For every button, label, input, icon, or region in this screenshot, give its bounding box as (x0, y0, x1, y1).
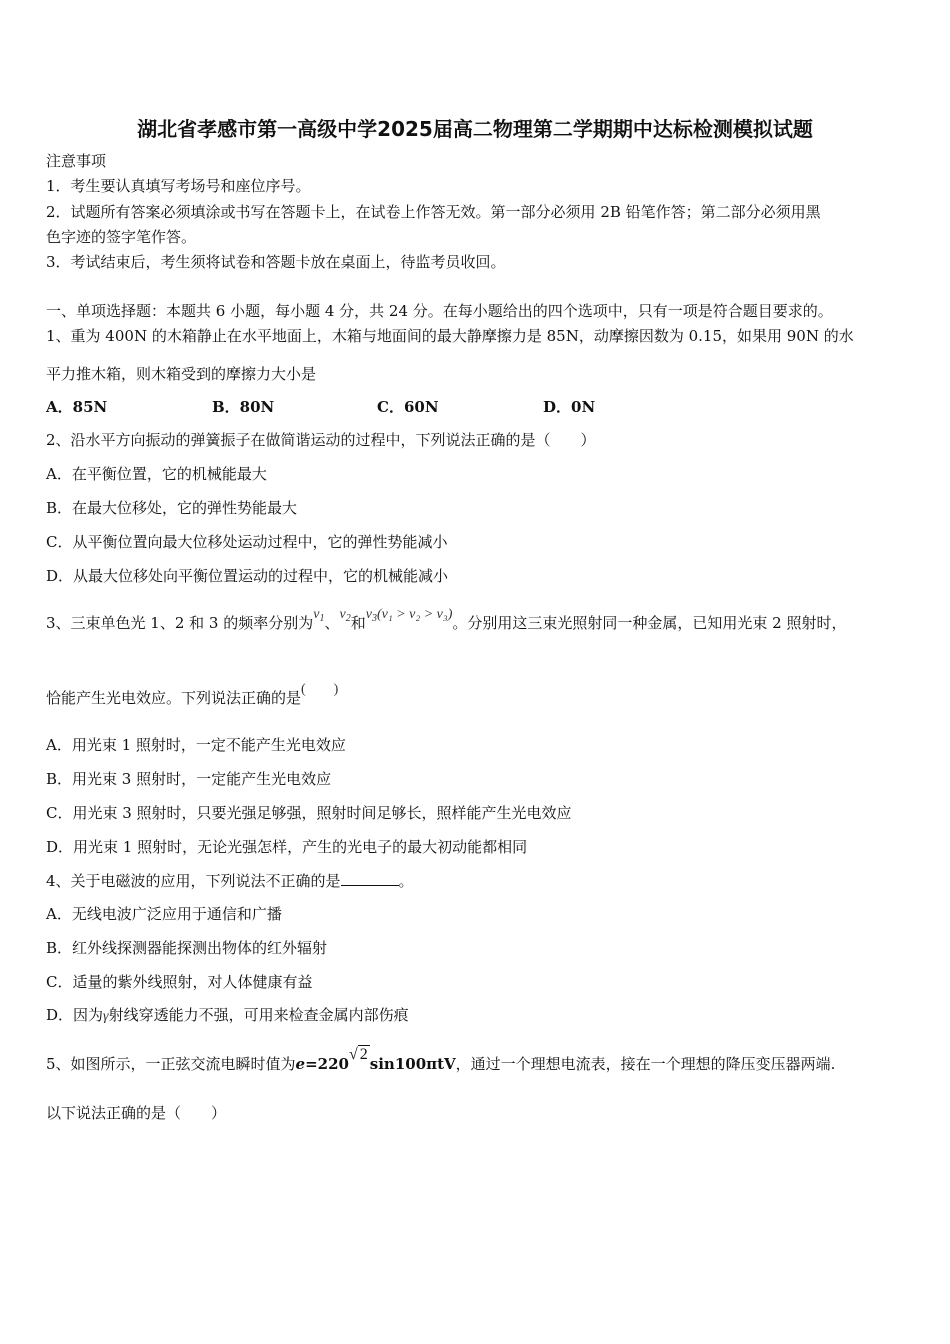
q3-stem-line2-text: 恰能产生光电效应。下列说法正确的是 (46, 689, 302, 707)
q3-symbol-v3: $v_3$ (365, 607, 377, 624)
notice-heading: 注意事项 (46, 152, 107, 170)
page-title: 湖北省孝感市第一高级中学2025届高二物理第二学期期中达标检测模拟试题 (137, 117, 813, 141)
q2-option-a: A．在平衡位置，它的机械能最大 (46, 465, 267, 483)
q4-option-b: B．红外线探测器能探测出物体的红外辐射 (46, 939, 328, 957)
notice-item-2: 2．试题所有答案必须填涂或书写在答题卡上，在试卷上作答无效。第一部分必须用 2B 铅笔作答；第二部分必须用黑 (46, 203, 821, 221)
q1-option-b: B．80N (212, 398, 275, 416)
q5-sqrt-symbol: √ 2 (348, 1046, 368, 1063)
q1-stem-line1: 1、重为 400N 的木箱静止在水平地面上，木箱与地面间的最大静摩擦力是 85N，动摩擦因数为 0.15，如果用 90N 的水 (46, 327, 854, 345)
q4-answer-blank (341, 871, 399, 886)
q4-stem-part-b: 。 (398, 872, 414, 890)
q2-option-c: C．从平衡位置向最大位移处运动过程中，它的弹性势能减小 (46, 533, 448, 551)
q1-option-a: A．85N (46, 398, 108, 416)
q4-gamma-symbol: γ (103, 1009, 109, 1024)
q5-expr-eq: =220 (305, 1055, 349, 1073)
q3-stem-part-a: 3、三束单色光 1、2 和 3 的频率分别为 (46, 614, 314, 632)
q5-stem-line2: 以下说法正确的是（ ） (46, 1104, 227, 1122)
q2-option-b: B．在最大位移处，它的弹性势能最大 (46, 499, 298, 517)
q1-stem-line2: 平力推木箱，则木箱受到的摩擦力大小是 (46, 365, 317, 383)
q4-option-a: A．无线电波广泛应用于通信和广播 (46, 905, 282, 923)
q4-stem (46, 871, 414, 891)
q1-option-c: C．60N (377, 398, 439, 416)
notice-item-1: 1．考生要认真填写考场号和座位序号。 (46, 177, 311, 195)
q3-frequency-condition: (v₁ > v₂ > v₃) (376, 607, 453, 622)
q5-expr-sin: sin100πtV (369, 1055, 456, 1073)
q5-stem-line1 (46, 1046, 836, 1075)
q2-stem: 2、沿水平方向振动的弹簧振子在做简谐运动的过程中，下列说法正确的是（ ） (46, 431, 596, 449)
q3-symbol-v1: $v_1$ (313, 607, 325, 624)
notice-item-2-cont: 色字迹的签字笔作答。 (46, 228, 197, 246)
q3-option-c: C．用光束 3 照射时，只要光强足够强，照射时间足够长，照样能产生光电效应 (46, 804, 572, 822)
q3-symbol-v2: $v_2$ (339, 607, 351, 624)
q5-stem-part-a: 5、如图所示，一正弦交流电瞬时值为 (46, 1055, 296, 1073)
section-heading: 一、单项选择题：本题共 6 小题，每小题 4 分，共 24 分。在每小题给出的四个选项中，只有一项是符合题目要求的。 (46, 302, 833, 320)
q1-option-d: D．0N (543, 398, 596, 416)
q2-option-d: D．从最大位移处向平衡位置运动的过程中，它的机械能减小 (46, 567, 449, 585)
q4-stem-part-a: 4、关于电磁波的应用，下列说法不正确的是 (46, 872, 341, 890)
q3-stem-part-b: 。分别用这三束光照射同一种金属，已知用光束 2 照射时， (452, 614, 847, 632)
q5-expr-e: e (295, 1055, 306, 1073)
q3-answer-paren: ( ) (301, 682, 339, 697)
notice-item-3: 3．考试结束后，考生须将试卷和答题卡放在桌面上，待监考员收回。 (46, 253, 506, 271)
q3-separator: 、 (324, 614, 340, 632)
q4-option-c: C．适量的紫外线照射，对人体健康有益 (46, 973, 313, 991)
q3-stem-line1 (46, 607, 847, 636)
q5-stem-part-b: ，通过一个理想电流表，接在一个理想的降压变压器两端. (455, 1055, 836, 1073)
q3-and: 和 (350, 614, 366, 632)
q3-option-b: B．用光束 3 照射时，一定能产生光电效应 (46, 770, 332, 788)
q3-stem-line2 (46, 682, 339, 710)
q4-option-d-part-b: 射线穿透能力不强，可用来检查金属内部伤痕 (108, 1006, 409, 1024)
q4-option-d (46, 1005, 409, 1027)
q3-option-a: A．用光束 1 照射时，一定不能产生光电效应 (46, 736, 346, 754)
q3-option-d: D．用光束 1 照射时，无论光强怎样，产生的光电子的最大初动能都相同 (46, 838, 528, 856)
q4-option-d-part-a: D．因为 (46, 1006, 104, 1024)
